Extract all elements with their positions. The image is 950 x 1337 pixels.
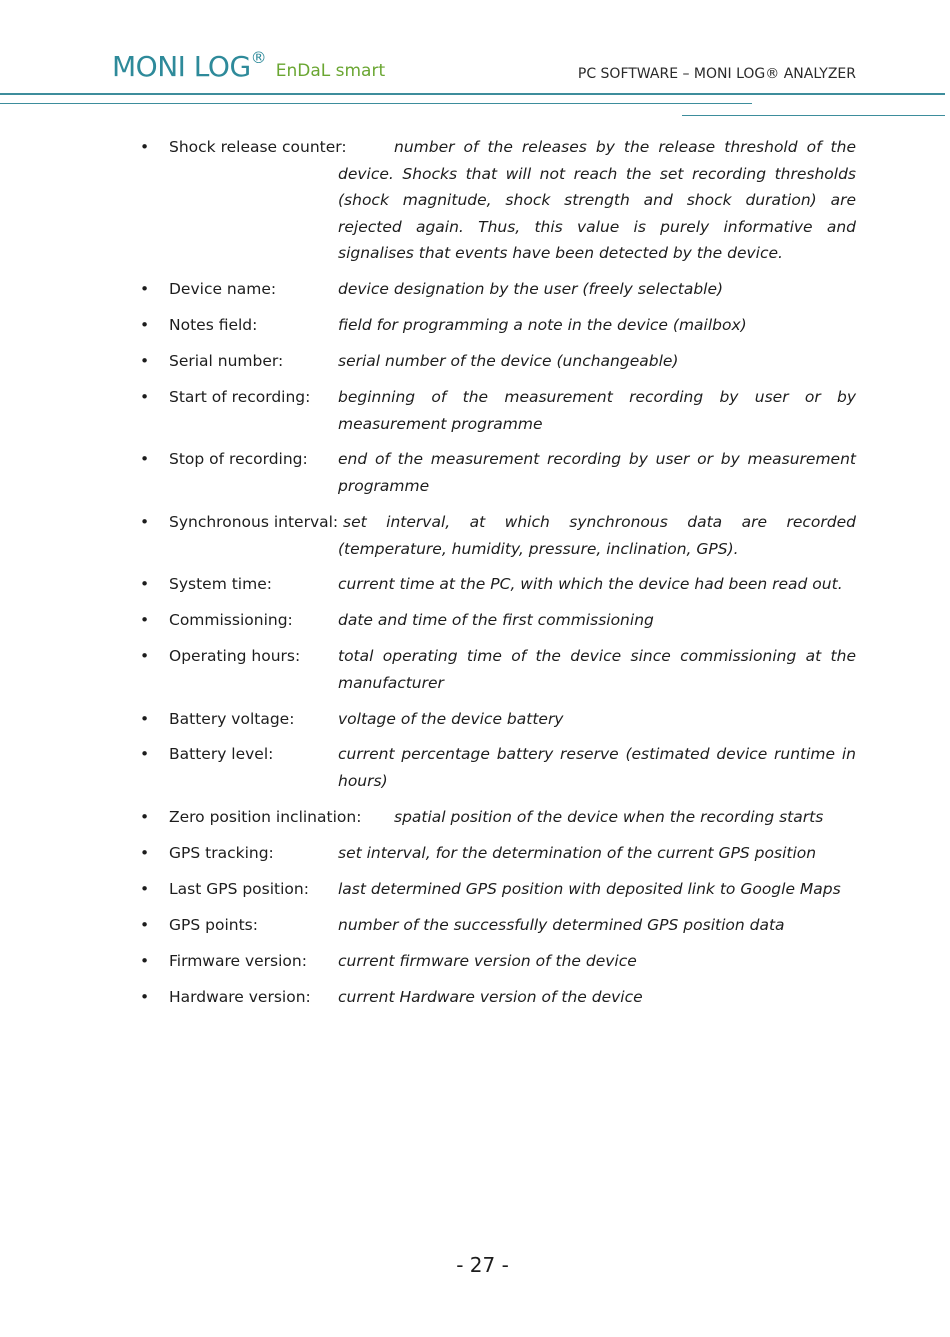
definition-term: Battery level:: [169, 745, 274, 763]
bullet-icon: •: [140, 352, 150, 370]
definition-description: voltage of the device battery: [338, 710, 564, 728]
bullet-icon: •: [140, 710, 150, 728]
definition-term: Battery voltage:: [169, 710, 295, 728]
brand-product: EnDaL smart: [275, 61, 386, 81]
bullet-icon: •: [140, 745, 150, 763]
bullet-icon: •: [140, 880, 150, 898]
bullet-icon: •: [140, 611, 150, 629]
definition-description: number of the releases by the release threshold of the device. Shocks that will not reach the set recording thresholds (shock magnitude, shock strength and shock duration) are rejected again. Thus, this value is purely informative and signalises that events have been detected by the device.: [338, 138, 856, 262]
definition-description: end of the measurement recording by user or by measurement programme: [338, 450, 856, 495]
definition-term: Hardware version:: [169, 988, 311, 1006]
definition-description: field for programming a note in the device (mailbox): [338, 316, 747, 334]
definition-term: Stop of recording:: [169, 450, 308, 468]
bullet-icon: •: [140, 952, 150, 970]
definition-term: GPS tracking:: [169, 844, 274, 862]
definition-description: total operating time of the device since commissioning at the manufacturer: [338, 647, 856, 692]
definition-description: spatial position of the device when the recording starts: [394, 808, 824, 826]
definition-term: Zero position inclination:: [169, 808, 362, 826]
definition-term: Operating hours:: [169, 647, 301, 665]
bullet-icon: •: [140, 988, 150, 1006]
bullet-icon: •: [140, 808, 150, 826]
definition-description: serial number of the device (unchangeable): [338, 352, 679, 370]
definition-description: current Hardware version of the device: [338, 988, 643, 1006]
definition-description: set interval, for the determination of the current GPS position: [338, 844, 817, 862]
definition-term: Last GPS position:: [169, 880, 309, 898]
bullet-icon: •: [140, 916, 150, 934]
definition-description: current time at the PC, with which the device had been read out.: [338, 575, 843, 593]
definition-description: last determined GPS position with deposited link to Google Maps: [338, 880, 841, 898]
definition-description: current percentage battery reserve (estimated device runtime in hours): [338, 745, 856, 790]
definition-term: Commissioning:: [169, 611, 293, 629]
bullet-icon: •: [140, 647, 150, 665]
brand-logo: [112, 50, 385, 83]
definition-description: date and time of the first commissioning: [338, 611, 654, 629]
bullet-icon: •: [140, 450, 150, 468]
definition-description: number of the successfully determined GPS position data: [338, 916, 785, 934]
definition-term: Firmware version:: [169, 952, 307, 970]
definition-description: current firmware version of the device: [338, 952, 637, 970]
bullet-icon: •: [140, 513, 150, 531]
page-number: - 27 -: [456, 1253, 509, 1277]
bullet-icon: •: [140, 316, 150, 334]
registered-mark: ®: [250, 48, 267, 67]
definition-term: Notes field:: [169, 316, 258, 334]
header-rule-top: [0, 93, 945, 95]
definition-term: Synchronous interval:: [169, 513, 339, 531]
header-title: PC SOFTWARE – MONI LOG® ANALYZER: [577, 66, 856, 82]
definition-description: beginning of the measurement recording by user or by measurement programme: [338, 388, 856, 433]
bullet-icon: •: [140, 138, 150, 156]
definition-term: Serial number:: [169, 352, 284, 370]
definition-term: System time:: [169, 575, 272, 593]
bullet-icon: •: [140, 844, 150, 862]
definition-description: device designation by the user (freely selectable): [338, 280, 724, 298]
header-rule-middle: [0, 103, 752, 104]
brand-name: MONI LOG: [112, 50, 251, 83]
bullet-icon: •: [140, 575, 150, 593]
definition-term: Device name:: [169, 280, 277, 298]
header-rule-bottom: [682, 115, 945, 116]
definition-term: GPS points:: [169, 916, 258, 934]
definition-term: Shock release counter:: [169, 138, 347, 156]
definition-term: Start of recording:: [169, 388, 311, 406]
bullet-icon: •: [140, 388, 150, 406]
bullet-icon: •: [140, 280, 150, 298]
definition-description: set interval, at which synchronous data are recorded (temperature, humidity, pressure, inclination, GPS).: [338, 513, 856, 558]
